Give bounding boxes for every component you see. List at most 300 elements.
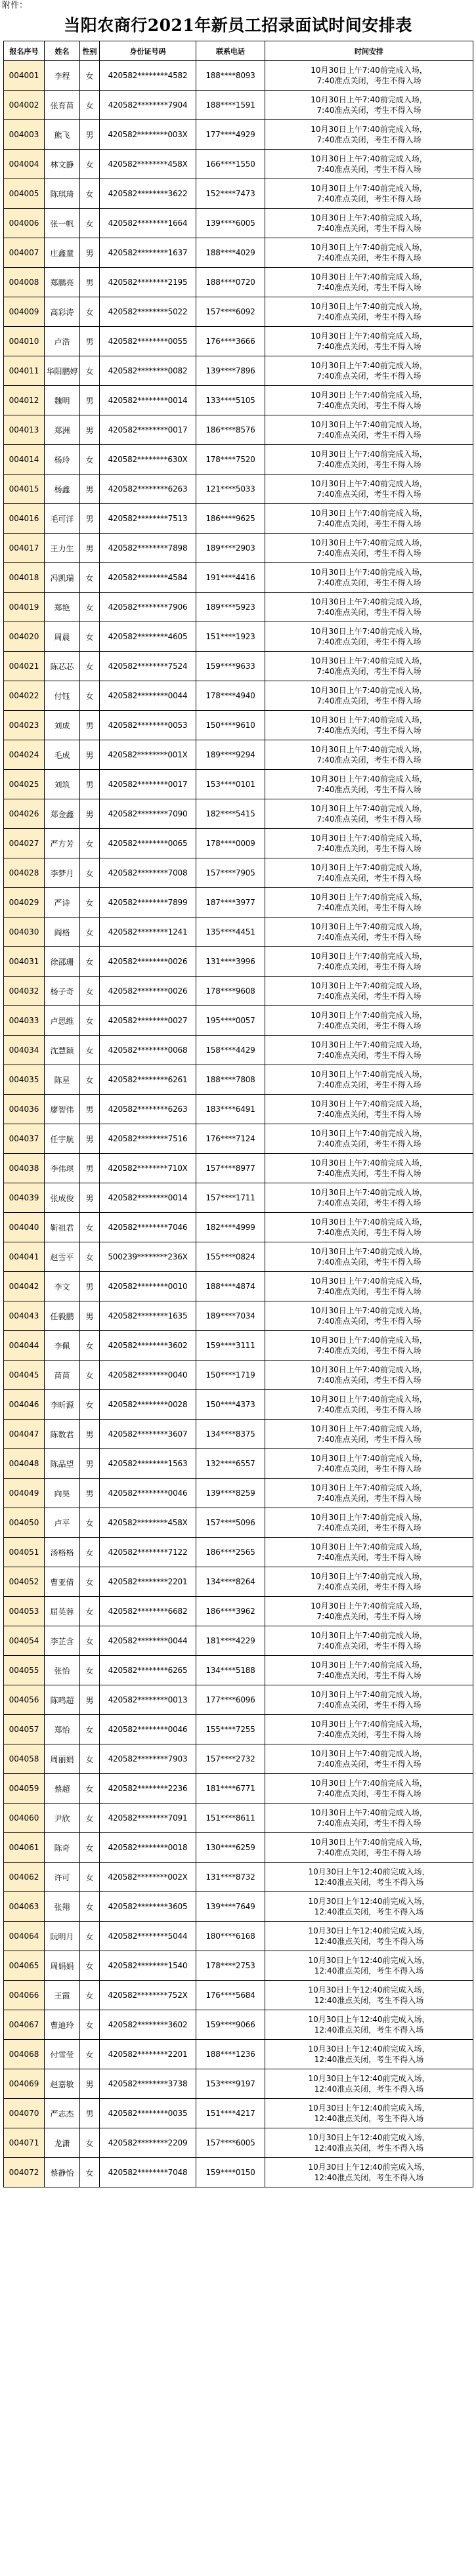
id-number-cell: 420582********7906 [100,593,196,622]
schedule-line: 10月30日上午7:40前完成入场， [311,479,427,488]
reg-no-cell: 004054 [4,1626,45,1656]
id-number-cell: 420582********0044 [100,1626,196,1656]
gender-cell: 男 [80,1154,100,1183]
reg-no-cell: 004046 [4,1390,45,1420]
phone-cell: 177****6096 [196,1685,265,1715]
schedule-line: 7:40准点关闭，考生不得入场 [316,726,422,735]
id-number-cell: 420582********6265 [100,1656,196,1685]
table-row [4,415,473,445]
phone-cell: 186****3962 [196,1597,265,1626]
id-number-cell: 420582********6263 [100,475,196,504]
schedule-cell [265,563,473,593]
schedule-cell [265,1036,473,1065]
gender-cell: 女 [80,1508,100,1538]
schedule-line: 7:40准点关闭，考生不得入场 [316,490,422,499]
table-row [4,1036,473,1065]
name-cell: 李昕源 [45,1390,80,1420]
gender-cell: 男 [80,1479,100,1508]
gender-cell: 女 [80,1922,100,1951]
reg-no-cell: 004042 [4,1272,45,1301]
name-cell: 刘成 [45,711,80,740]
name-cell: 徐邵珊 [45,947,80,977]
gender-cell: 男 [80,1449,100,1479]
reg-no-cell: 004039 [4,1183,45,1213]
phone-cell: 139****7896 [196,356,265,386]
gender-cell: 女 [80,1626,100,1656]
phone-cell: 186****9625 [196,504,265,534]
gender-cell: 女 [80,1361,100,1390]
schedule-line: 7:40准点关闭，考生不得入场 [316,1228,422,1237]
name-cell: 尹欣 [45,1804,80,1833]
phone-cell: 159****0150 [196,2158,265,2187]
schedule-cell [265,504,473,534]
phone-cell: 157****7905 [196,858,265,888]
reg-no-cell: 004029 [4,888,45,918]
phone-cell: 181****6771 [196,1774,265,1804]
reg-no-cell: 004050 [4,1508,45,1538]
schedule-cell [265,1774,473,1804]
page-title: 当阳农商行2021年新员工招录面试时间安排表 [64,16,412,35]
table-row [4,918,473,947]
reg-no-cell: 004071 [4,2128,45,2158]
id-number-cell: 420582********2201 [100,2040,196,2069]
schedule-line: 12:40准点关闭，考生不得入场 [314,1878,424,1887]
column-header-schedule: 时间安排 [265,41,473,61]
schedule-cell [265,2010,473,2040]
id-number-cell: 420582********630X [100,445,196,475]
column-header-name: 姓名 [45,41,80,61]
reg-no-cell: 004010 [4,327,45,356]
reg-no-cell: 004040 [4,1213,45,1242]
schedule-line: 10月30日上午7:40前完成入场， [311,1838,427,1847]
gender-cell: 女 [80,1892,100,1922]
gender-cell: 女 [80,1213,100,1242]
schedule-line: 7:40准点关闭，考生不得入场 [316,165,422,174]
schedule-cell [265,593,473,622]
schedule-line: 7:40准点关闭，考生不得入场 [316,135,422,144]
id-number-cell: 420582********5022 [100,297,196,327]
phone-cell: 157****6092 [196,297,265,327]
table-row [4,1656,473,1685]
schedule-cell [265,1272,473,1301]
table-row [4,91,473,120]
id-number-cell: 420582********0046 [100,1479,196,1508]
reg-no-cell: 004063 [4,1892,45,1922]
table-row [4,120,473,150]
phone-cell: 177****4929 [196,120,265,150]
table-body [4,61,473,2187]
phone-cell: 178****2753 [196,1951,265,1981]
table-row [4,799,473,829]
schedule-line: 7:40准点关闭，考生不得入场 [316,1051,422,1060]
reg-no-cell: 004067 [4,2010,45,2040]
phone-cell: 157****1711 [196,1183,265,1213]
reg-no-cell: 004072 [4,2158,45,2187]
schedule-cell [265,977,473,1006]
id-number-cell: 420582********1664 [100,209,196,238]
name-cell: 任宇航 [45,1124,80,1154]
name-cell: 陈鸣超 [45,1685,80,1715]
reg-no-cell: 004007 [4,238,45,268]
id-number-cell: 420582********0017 [100,415,196,445]
id-number-cell: 420582********7898 [100,534,196,563]
schedule-cell [265,91,473,120]
schedule-line: 7:40准点关闭，考生不得入场 [316,1405,422,1414]
schedule-line: 10月30日上午7:40前完成入场， [311,95,427,104]
schedule-line: 7:40准点关闭，考生不得入场 [316,283,422,292]
id-number-cell: 420582********752X [100,1981,196,2010]
name-cell: 屈英蓉 [45,1597,80,1626]
schedule-line: 10月30日上午7:40前完成入场， [311,863,427,872]
table-row [4,179,473,209]
schedule-line: 10月30日上午7:40前完成入场， [311,1365,427,1374]
schedule-line: 10月30日上午7:40前完成入场， [311,1690,427,1699]
schedule-line: 7:40准点关闭，考生不得入场 [316,608,422,617]
schedule-line: 10月30日上午7:40前完成入场， [311,1454,427,1463]
schedule-line: 10月30日上午7:40前完成入场， [311,331,427,341]
id-number-cell: 420582********0027 [100,1006,196,1036]
name-cell: 赵嘉敏 [45,2069,80,2099]
reg-no-cell: 004035 [4,1065,45,1095]
gender-cell: 男 [80,1685,100,1715]
name-cell: 冯凯瑞 [45,563,80,593]
id-number-cell: 420582********458X [100,150,196,179]
table-row [4,1095,473,1124]
table-row [4,1508,473,1538]
id-number-cell: 420582********7090 [100,799,196,829]
reg-no-cell: 004027 [4,829,45,858]
gender-cell: 女 [80,593,100,622]
schedule-line: 10月30日上午7:40前完成入场， [311,272,427,282]
name-cell: 郑怡 [45,1715,80,1744]
phone-cell: 152****7473 [196,179,265,209]
schedule-cell [265,120,473,150]
table-row [4,858,473,888]
gender-cell: 女 [80,622,100,652]
schedule-line: 12:40准点关闭，考生不得入场 [314,1996,424,2005]
id-number-cell: 420582********1540 [100,1951,196,1981]
reg-no-cell: 004070 [4,2099,45,2128]
name-cell: 廖智伟 [45,1095,80,1124]
name-cell: 杨鑫 [45,475,80,504]
id-number-cell: 420582********2236 [100,1774,196,1804]
schedule-line: 10月30日上午12:40前完成入场， [308,1897,430,1906]
phone-cell: 188****0720 [196,268,265,297]
schedule-line: 7:40准点关闭，考生不得入场 [316,667,422,676]
name-cell: 严志杰 [45,2099,80,2128]
schedule-cell [265,1833,473,1863]
table-row [4,2069,473,2099]
phone-cell: 176****7124 [196,1124,265,1154]
gender-cell: 女 [80,563,100,593]
column-header-reg-no: 报名序号 [4,41,45,61]
phone-cell: 178****0009 [196,829,265,858]
schedule-line: 10月30日上午7:40前完成入场， [311,1040,427,1049]
id-number-cell: 420582********0014 [100,386,196,415]
reg-no-cell: 004053 [4,1597,45,1626]
name-cell: 卢浩 [45,327,80,356]
schedule-cell [265,2158,473,2187]
schedule-line: 7:40准点关闭，考生不得入场 [316,1257,422,1267]
phone-cell: 176****3666 [196,327,265,356]
table-row [4,297,473,327]
schedule-line: 10月30日上午7:40前完成入场， [311,1070,427,1079]
name-cell: 卢思维 [45,1006,80,1036]
name-cell: 李程 [45,61,80,91]
schedule-cell [265,1390,473,1420]
name-cell: 周晨 [45,622,80,652]
gender-cell: 女 [80,1744,100,1774]
name-cell: 毛成 [45,740,80,770]
schedule-line: 7:40准点关闭，考生不得入场 [316,1523,422,1532]
id-number-cell: 420582********710X [100,1154,196,1183]
schedule-line: 7:40准点关闭，考生不得入场 [316,1641,422,1651]
schedule-line: 10月30日上午7:40前完成入场， [311,1306,427,1315]
schedule-line: 7:40准点关闭，考生不得入场 [316,194,422,203]
phone-cell: 188****4874 [196,1272,265,1301]
gender-cell: 女 [80,681,100,711]
reg-no-cell: 004058 [4,1744,45,1774]
id-number-cell: 420582********1563 [100,1449,196,1479]
table-row [4,1301,473,1331]
schedule-line: 7:40准点关闭，考生不得入场 [316,1730,422,1739]
schedule-cell [265,297,473,327]
table-row [4,1272,473,1301]
table-row [4,1183,473,1213]
schedule-cell [265,2040,473,2069]
schedule-line: 10月30日上午7:40前完成入场， [311,656,427,665]
reg-no-cell: 004065 [4,1951,45,1981]
schedule-line: 10月30日上午7:40前完成入场， [311,1129,427,1138]
gender-cell: 女 [80,1597,100,1626]
table-row [4,1892,473,1922]
schedule-line: 10月30日上午7:40前完成入场， [311,66,427,75]
table-row [4,1567,473,1597]
table-row [4,1154,473,1183]
id-number-cell: 420582********0055 [100,327,196,356]
phone-cell: 195****0057 [196,1006,265,1036]
name-cell: 林文静 [45,150,80,179]
reg-no-cell: 004028 [4,858,45,888]
reg-no-cell: 004062 [4,1863,45,1892]
name-cell: 阎格 [45,918,80,947]
gender-cell: 女 [80,1981,100,2010]
name-cell: 陈品望 [45,1449,80,1479]
id-number-cell: 420582********002X [100,1863,196,1892]
schedule-line: 7:40准点关闭，考生不得入场 [316,401,422,410]
schedule-cell [265,1715,473,1744]
reg-no-cell: 004026 [4,799,45,829]
gender-cell: 女 [80,1065,100,1095]
id-number-cell: 420582********7048 [100,2158,196,2187]
schedule-line: 12:40准点关闭，考生不得入场 [314,1966,424,1975]
name-cell: 王霞 [45,1981,80,2010]
reg-no-cell: 004022 [4,681,45,711]
phone-cell: 176****5684 [196,1981,265,2010]
id-number-cell: 420582********3602 [100,1331,196,1361]
table-row [4,1331,473,1361]
table-row [4,61,473,91]
schedule-line: 10月30日上午7:40前完成入场， [311,1424,427,1433]
id-number-cell: 420582********7516 [100,1124,196,1154]
table-row [4,1685,473,1715]
schedule-line: 10月30日上午7:40前完成入场， [311,1601,427,1611]
reg-no-cell: 004008 [4,268,45,297]
id-number-cell: 420582********7513 [100,504,196,534]
table-row [4,1449,473,1479]
schedule-line: 7:40准点关闭，考生不得入场 [316,1760,422,1769]
schedule-line: 10月30日上午7:40前完成入场， [311,627,427,636]
schedule-line: 10月30日上午7:40前完成入场， [311,893,427,902]
schedule-line: 10月30日上午7:40前完成入场， [311,154,427,163]
schedule-line: 7:40准点关闭，考生不得入场 [316,1021,422,1030]
schedule-line: 10月30日上午7:40前完成入场， [311,213,427,222]
schedule-cell [265,858,473,888]
name-cell: 付雪莹 [45,2040,80,2069]
reg-no-cell: 004066 [4,1981,45,2010]
gender-cell: 男 [80,120,100,150]
schedule-cell [265,1922,473,1951]
schedule-line: 7:40准点关闭，考生不得入场 [316,106,422,115]
schedule-line: 7:40准点关闭，考生不得入场 [316,814,422,824]
schedule-line: 12:40准点关闭，考生不得入场 [314,2173,424,2182]
name-cell: 杨子奇 [45,977,80,1006]
id-number-cell: 420582********0044 [100,681,196,711]
schedule-line: 10月30日上午7:40前完成入场， [311,1188,427,1197]
table-row [4,356,473,386]
name-cell: 周娟娟 [45,1951,80,1981]
schedule-line: 10月30日上午7:40前完成入场， [311,1011,427,1020]
table-row [4,2099,473,2128]
schedule-line: 7:40准点关闭，考生不得入场 [316,578,422,587]
reg-no-cell: 004016 [4,504,45,534]
gender-cell: 女 [80,1833,100,1863]
schedule-cell [265,1183,473,1213]
schedule-cell [265,770,473,799]
schedule-line: 10月30日上午7:40前完成入场， [311,1720,427,1729]
gender-cell: 男 [80,238,100,268]
schedule-line: 7:40准点关闭，考生不得入场 [316,785,422,794]
gender-cell: 女 [80,888,100,918]
schedule-cell [265,1597,473,1626]
phone-cell: 155****0824 [196,1242,265,1272]
schedule-line: 7:40准点关闭，考生不得入场 [316,933,422,942]
table-row [4,150,473,179]
reg-no-cell: 004020 [4,622,45,652]
phone-cell: 186****2565 [196,1538,265,1567]
id-number-cell: 420582********0026 [100,977,196,1006]
gender-cell: 女 [80,179,100,209]
phone-cell: 166****1550 [196,150,265,179]
name-cell: 张翔 [45,1892,80,1922]
schedule-line: 10月30日上午7:40前完成入场， [311,568,427,577]
header-row [4,41,473,61]
id-number-cell: 420582********0040 [100,1361,196,1390]
name-cell: 庄鑫童 [45,238,80,268]
phone-cell: 189****7034 [196,1301,265,1331]
phone-cell: 186****8576 [196,415,265,445]
gender-cell: 女 [80,61,100,91]
table-row [4,2010,473,2040]
schedule-line: 7:40准点关闭，考生不得入场 [316,1671,422,1680]
name-cell: 王力生 [45,534,80,563]
reg-no-cell: 004038 [4,1154,45,1183]
schedule-line: 10月30日上午7:40前完成入场， [311,361,427,370]
name-cell: 高彩涛 [45,297,80,327]
schedule-line: 7:40准点关闭，考生不得入场 [316,1612,422,1621]
schedule-cell [265,1744,473,1774]
phone-cell: 187****3977 [196,888,265,918]
table-row [4,1804,473,1833]
schedule-line: 7:40准点关闭，考生不得入场 [316,962,422,971]
schedule-line: 10月30日上午7:40前完成入场， [311,1749,427,1758]
schedule-cell [265,534,473,563]
gender-cell: 女 [80,858,100,888]
name-cell: 魏明 [45,386,80,415]
name-cell: 张怡 [45,1656,80,1685]
id-number-cell: 500239********236X [100,1242,196,1272]
table-row [4,1006,473,1036]
table-row [4,1626,473,1656]
schedule-cell [265,1804,473,1833]
name-cell: 蔡静怡 [45,2158,80,2187]
id-number-cell: 420582********458X [100,1508,196,1538]
gender-cell: 男 [80,2069,100,2099]
reg-no-cell: 004036 [4,1095,45,1124]
phone-cell: 131****8732 [196,1863,265,1892]
name-cell: 陈星 [45,1065,80,1095]
schedule-cell [265,1449,473,1479]
id-number-cell: 420582********4605 [100,622,196,652]
schedule-line: 10月30日上午7:40前完成入场， [311,1247,427,1256]
phone-cell: 158****4429 [196,1036,265,1065]
reg-no-cell: 004051 [4,1538,45,1567]
name-cell: 周丽娟 [45,1744,80,1774]
schedule-cell [265,1567,473,1597]
reg-no-cell: 004048 [4,1449,45,1479]
table-row [4,1065,473,1095]
table-row [4,1597,473,1626]
schedule-line: 7:40准点关闭，考生不得入场 [316,1848,422,1857]
id-number-cell: 420582********2195 [100,268,196,297]
reg-no-cell: 004033 [4,1006,45,1036]
schedule-line: 10月30日上午7:40前完成入场， [311,1336,427,1345]
schedule-line: 10月30日上午7:40前完成入场， [311,1779,427,1788]
schedule-cell [265,711,473,740]
table-row [4,888,473,918]
schedule-line: 7:40准点关闭，考生不得入场 [316,224,422,233]
gender-cell: 女 [80,652,100,681]
name-cell: 华阳鹏婷 [45,356,80,386]
schedule-cell [265,475,473,504]
phone-cell: 191****4416 [196,563,265,593]
name-cell: 陈芯芯 [45,652,80,681]
reg-no-cell: 004044 [4,1331,45,1361]
id-number-cell: 420582********6682 [100,1597,196,1626]
id-number-cell: 420582********0013 [100,1685,196,1715]
id-number-cell: 420582********0065 [100,829,196,858]
table-row [4,829,473,858]
gender-cell: 女 [80,297,100,327]
table-row [4,740,473,770]
reg-no-cell: 004017 [4,534,45,563]
reg-no-cell: 004043 [4,1301,45,1331]
schedule-line: 7:40准点关闭，考生不得入场 [316,519,422,528]
schedule-cell [265,799,473,829]
phone-cell: 180****6168 [196,1922,265,1951]
schedule-line: 7:40准点关闭，考生不得入场 [316,1169,422,1178]
gender-cell: 女 [80,356,100,386]
